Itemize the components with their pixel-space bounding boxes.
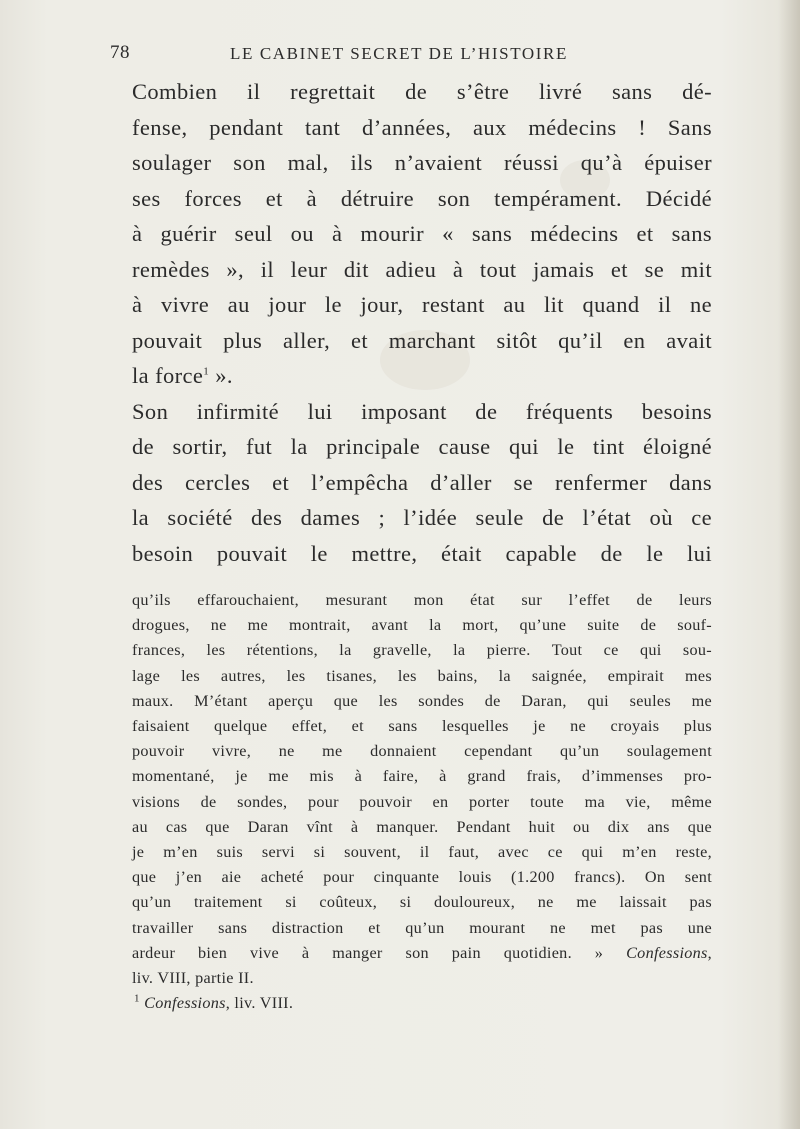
text-line: besoin pouvait le mettre, était capable de le lui (132, 540, 712, 566)
text-line: ses forces et à détruire son tempérament. Décidé (132, 185, 712, 211)
text-line: Son infirmité lui imposant de fréquents besoins (132, 398, 712, 424)
text-line: la société des dames ; l’idée seule de l’état où ce (132, 505, 712, 530)
page-header (110, 34, 710, 64)
footnote-line: faisaient quelque effet, et sans lesquelles je ne croyais plus (132, 717, 712, 736)
footnote-line: que j’en aie acheté pour cinquante louis (1.200 francs). On sent (132, 868, 712, 887)
footnote-reference: 1 (203, 365, 210, 378)
footnote-line: travailler sans distraction et qu’un mourant ne met pas une (132, 918, 712, 937)
text-line: soulager son mal, ils n’avaient réussi qu’à épuiser (132, 150, 712, 175)
page-number: 78 (110, 42, 130, 63)
footnote-line (132, 941, 712, 966)
footnote-marker: 1 (134, 992, 140, 1005)
footnote-line: drogues, ne me montrait, avant la mort, qu’une suite de souf- (132, 616, 712, 635)
text-line: des cercles et l’empêcha d’aller se renfermer dans (132, 469, 712, 495)
source-title: Confessions (144, 994, 226, 1013)
footnote-line: frances, les rétentions, la gravelle, la pierre. Tout ce qui sou- (132, 641, 712, 660)
running-title: LE CABINET SECRET DE L’HISTOIRE (230, 44, 568, 63)
text-fragment: ardeur bien vive à manger son pain quotidien. » (132, 943, 627, 962)
footnote-line: momentané, je me mis à faire, à grand frais, d’immenses pro- (132, 767, 712, 786)
text-line: fense, pendant tant d’années, aux médecins ! Sans (132, 114, 712, 140)
footnote-1 (132, 991, 712, 1016)
main-text (132, 74, 712, 571)
page-edge-shadow (778, 0, 800, 1129)
text-line (132, 358, 712, 394)
text-line: à guérir seul ou à mourir « sans médecins et sans (132, 221, 712, 246)
footnotes (132, 588, 712, 1016)
source-title: Confessions (626, 943, 708, 962)
text-fragment: la force (132, 363, 204, 388)
footnote-line: liv. VIII, partie II. (132, 969, 254, 988)
footnote-line: pouvoir vivre, ne me donnaient cependant qu’un soulagement (132, 742, 712, 761)
text-line: pouvait plus aller, et marchant sitôt qu’il en avait (132, 327, 712, 353)
text-fragment: , liv. VIII. (225, 994, 294, 1013)
footnote-line: qu’un traitement si coûteux, si douloureux, ne me laissait pas (132, 893, 712, 912)
footnote-line: visions de sondes, pour pouvoir en porter toute ma vie, même (132, 792, 712, 811)
footnote-line: au cas que Daran vînt à manquer. Pendant huit ou dix ans que (132, 817, 712, 836)
text-line: remèdes », il leur dit adieu à tout jamais et se mit (132, 256, 712, 282)
text-line: Combien il regrettait de s’être livré sans dé- (132, 79, 712, 104)
footnote-line: je m’en suis servi si souvent, il faut, avec ce qui m’en reste, (132, 843, 712, 862)
text-line: à vivre au jour le jour, restant au lit quand il ne (132, 292, 712, 317)
footnote-line: maux. M’étant aperçu que les sondes de Daran, qui seules me (132, 691, 712, 710)
text-fragment: ». (209, 363, 233, 388)
footnote-line: qu’ils effarouchaient, mesurant mon état sur l’effet de leurs (132, 591, 712, 609)
text-fragment: , (707, 943, 712, 962)
text-line: de sortir, fut la principale cause qui le tint éloigné (132, 434, 712, 459)
footnote-line: lage les autres, les tisanes, les bains, la saignée, empirait mes (132, 666, 712, 685)
